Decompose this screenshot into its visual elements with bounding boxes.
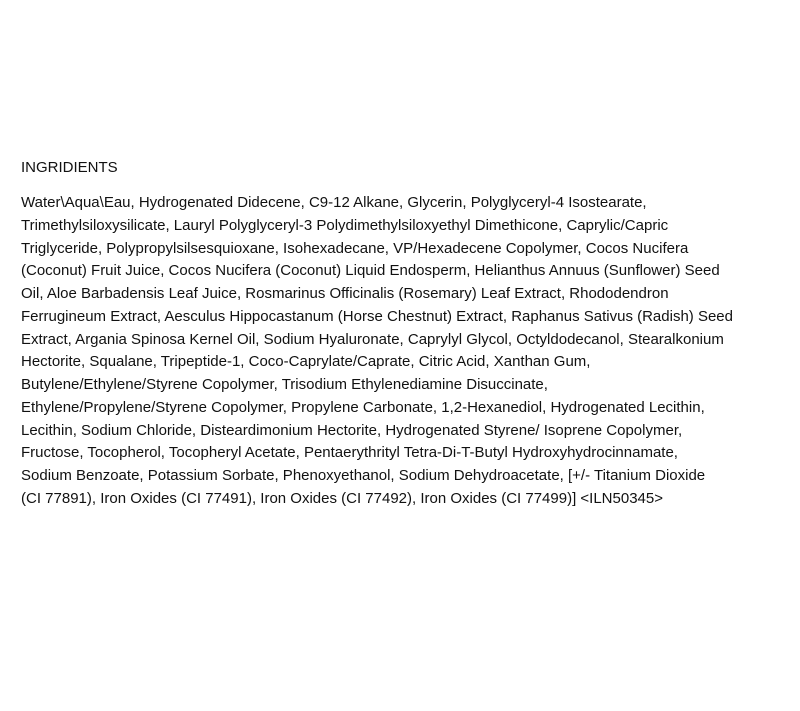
ingredients-line: Water\Aqua\Eau, Hydrogenated Didecene, C9-12 Alkane, Glycerin, Polyglyceryl-4 Isostearate, [21,194,647,211]
ingredients-list [21,192,783,511]
ingredients-line: (CI 77891), Iron Oxides (CI 77491), Iron Oxides (CI 77492), Iron Oxides (CI 77499)] <ILN50345> [21,489,663,507]
ingredients-line: Trimethylsiloxysilicate, Lauryl Polyglyceryl-3 Polydimethylsiloxyethyl Dimethicone, Caprylic/Capric [21,216,669,234]
ingredients-line: Butylene/Ethylene/Styrene Copolymer, Trisodium Ethylenediamine Disuccinate, [21,376,548,393]
ingredients-line: Lecithin, Sodium Chloride, Disteardimonium Hectorite, Hydrogenated Styrene/ Isoprene Copolymer, [21,421,683,439]
ingredients-line: Fructose, Tocopherol, Tocopheryl Acetate, Pentaerythrityl Tetra-Di-T-Butyl Hydroxyhydrocinnamate, [21,444,678,462]
ingredients-line: Extract, Argania Spinosa Kernel Oil, Sodium Hyaluronate, Caprylyl Glycol, Octyldodecanol, Stearalkonium [21,330,724,348]
ingredients-line: Triglyceride, Polypropylsilsesquioxane, Isohexadecane, VP/Hexadecene Copolymer, Cocos Nucifera [21,239,689,257]
ingredients-section [21,158,783,511]
ingredients-line: Ethylene/Propylene/Styrene Copolymer, Propylene Carbonate, 1,2-Hexanediol, Hydrogenated Lecithin, [21,398,705,416]
section-heading: INGRIDIENTS [21,159,118,176]
ingredients-line: Hectorite, Squalane, Tripeptide-1, Coco-Caprylate/Caprate, Citric Acid, Xanthan Gum, [21,353,591,371]
ingredients-line: Ferrugineum Extract, Aesculus Hippocastanum (Horse Chestnut) Extract, Raphanus Sativus (Radish) Seed [21,307,733,325]
ingredients-line: Sodium Benzoate, Potassium Sorbate, Phenoxyethanol, Sodium Dehydroacetate, [+/- Titanium Dioxide [21,467,706,484]
ingredients-line: Oil, Aloe Barbadensis Leaf Juice, Rosmarinus Officinalis (Rosemary) Leaf Extract, Rhododendron [21,285,669,302]
ingredients-line: (Coconut) Fruit Juice, Cocos Nucifera (Coconut) Liquid Endosperm, Helianthus Annuus (Sunflower) Seed [21,262,720,280]
